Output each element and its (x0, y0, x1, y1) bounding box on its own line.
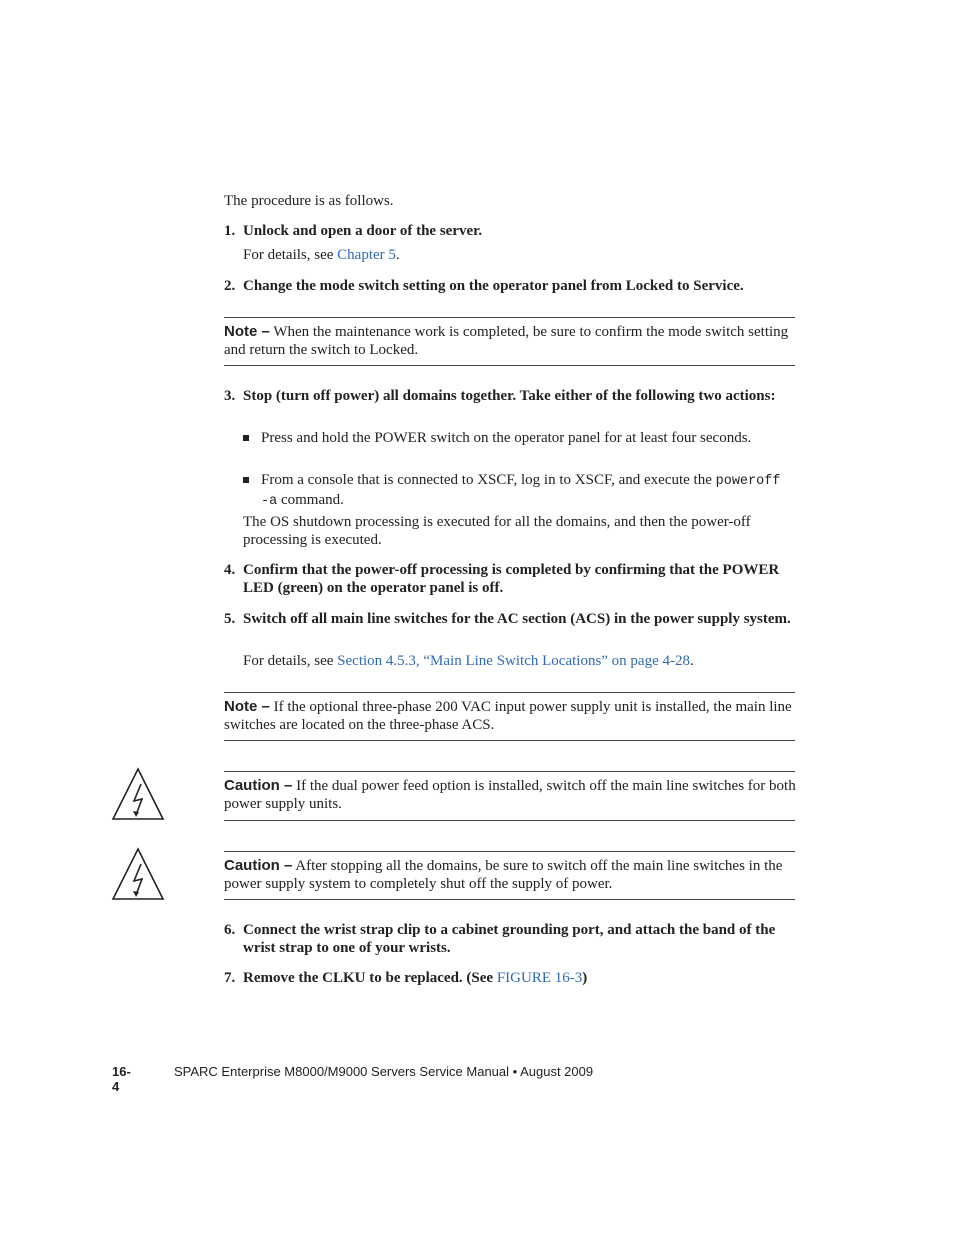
bullet-prefix: From a console that is connected to XSCF, log in to XSCF, and execute the (261, 472, 716, 488)
step-3 (224, 387, 796, 405)
step-number: 3. (224, 388, 236, 404)
step-text: Unlock and open a door of the server. (243, 223, 483, 239)
section-4-5-3-link[interactable]: Section 4.5.3, “Main Line Switch Locations” on page 4-28 (337, 653, 690, 669)
note-2-top-rule (224, 692, 795, 693)
note-label: Note – (224, 323, 270, 340)
step-text-prefix: Remove the CLKU to be replaced. (See (243, 970, 497, 986)
footer-date: August 2009 (520, 1064, 594, 1079)
electrical-hazard-icon (111, 767, 165, 821)
step-text: Switch off all main line switches for the AC section (ACS) in the power supply system. (243, 611, 791, 627)
caution-2-bottom-rule (224, 899, 795, 900)
step-number: 4. (224, 562, 236, 578)
detail-prefix: For details, see (243, 653, 338, 669)
step-4 (224, 561, 796, 597)
poweroff-command: poweroff -a (261, 474, 781, 509)
step-text: Change the mode switch setting on the operator panel from Locked to Service. (243, 278, 744, 294)
step-2 (224, 277, 796, 295)
footer-title (174, 1064, 593, 1079)
step-text: Connect the wrist strap clip to a cabinet grounding port, and attach the band of the wrist strap to one of your wrists. (243, 922, 776, 956)
step-1 (224, 222, 796, 240)
bullet-text: Press and hold the POWER switch on the operator panel for at least four seconds. (261, 430, 752, 446)
electrical-hazard-icon (111, 847, 165, 901)
note-label: Note – (224, 698, 270, 715)
caution-1 (224, 777, 796, 813)
step-7 (224, 969, 796, 987)
bullet-item-1 (243, 429, 796, 447)
bullet-square-icon (243, 477, 249, 483)
caution-1-bottom-rule (224, 820, 795, 821)
step-1-detail (243, 246, 796, 264)
note-text: When the maintenance work is completed, be sure to confirm the mode switch setting and return the switch to Locked. (224, 324, 789, 358)
step-text-suffix: ) (582, 970, 588, 986)
detail-prefix: For details, see (243, 247, 338, 263)
bullet-suffix: command. (277, 492, 344, 508)
step-5-detail (243, 652, 796, 670)
step-text (243, 969, 796, 987)
caution-text: After stopping all the domains, be sure to switch off the main line switches in the power supply system to completely shut off the supply of power. (224, 858, 783, 892)
note-2 (224, 698, 796, 734)
caution-2-top-rule (224, 851, 795, 852)
intro-text: The procedure is as follows. (224, 193, 394, 209)
note-2-bottom-rule (224, 740, 795, 741)
manual-title: SPARC Enterprise M8000/M9000 Servers Service Manual (174, 1064, 510, 1079)
caution-label: Caution – (224, 857, 293, 874)
figure-16-3-link[interactable]: FIGURE 16-3 (496, 970, 583, 986)
step-number: 7. (224, 970, 236, 986)
chapter-5-link[interactable]: Chapter 5 (337, 247, 396, 263)
note-1-bottom-rule (224, 365, 795, 366)
footer-separator: • (509, 1064, 521, 1079)
step-5 (224, 610, 796, 628)
page-number: 16-4 (112, 1064, 131, 1094)
step-number: 2. (224, 278, 236, 294)
note-1-top-rule (224, 317, 795, 318)
caution-2 (224, 857, 796, 893)
step-6 (224, 921, 796, 957)
bullet-square-icon (243, 435, 249, 441)
step-number: 1. (224, 223, 236, 239)
step-number: 5. (224, 611, 236, 627)
bullet-text (261, 471, 796, 511)
caution-text: If the dual power feed option is installed, switch off the main line switches for both power supply units. (224, 778, 796, 812)
caution-label: Caution – (224, 777, 293, 794)
note-1 (224, 323, 796, 359)
step-text: Stop (turn off power) all domains together. Take either of the following two actions: (243, 388, 776, 404)
note-text: If the optional three-phase 200 VAC input power supply unit is installed, the main line switches are located on the three-phase ACS. (224, 699, 792, 733)
detail-suffix: . (690, 653, 694, 669)
step-text: Confirm that the power-off processing is completed by confirming that the POWER LED (green) on the operator panel is off. (243, 562, 780, 596)
detail-suffix: . (395, 247, 400, 263)
step-3-followup: The OS shutdown processing is executed for all the domains, and then the power-off processing is executed. (243, 514, 751, 548)
bullet-item-2 (243, 471, 796, 511)
caution-1-top-rule (224, 771, 795, 772)
step-number: 6. (224, 922, 236, 938)
